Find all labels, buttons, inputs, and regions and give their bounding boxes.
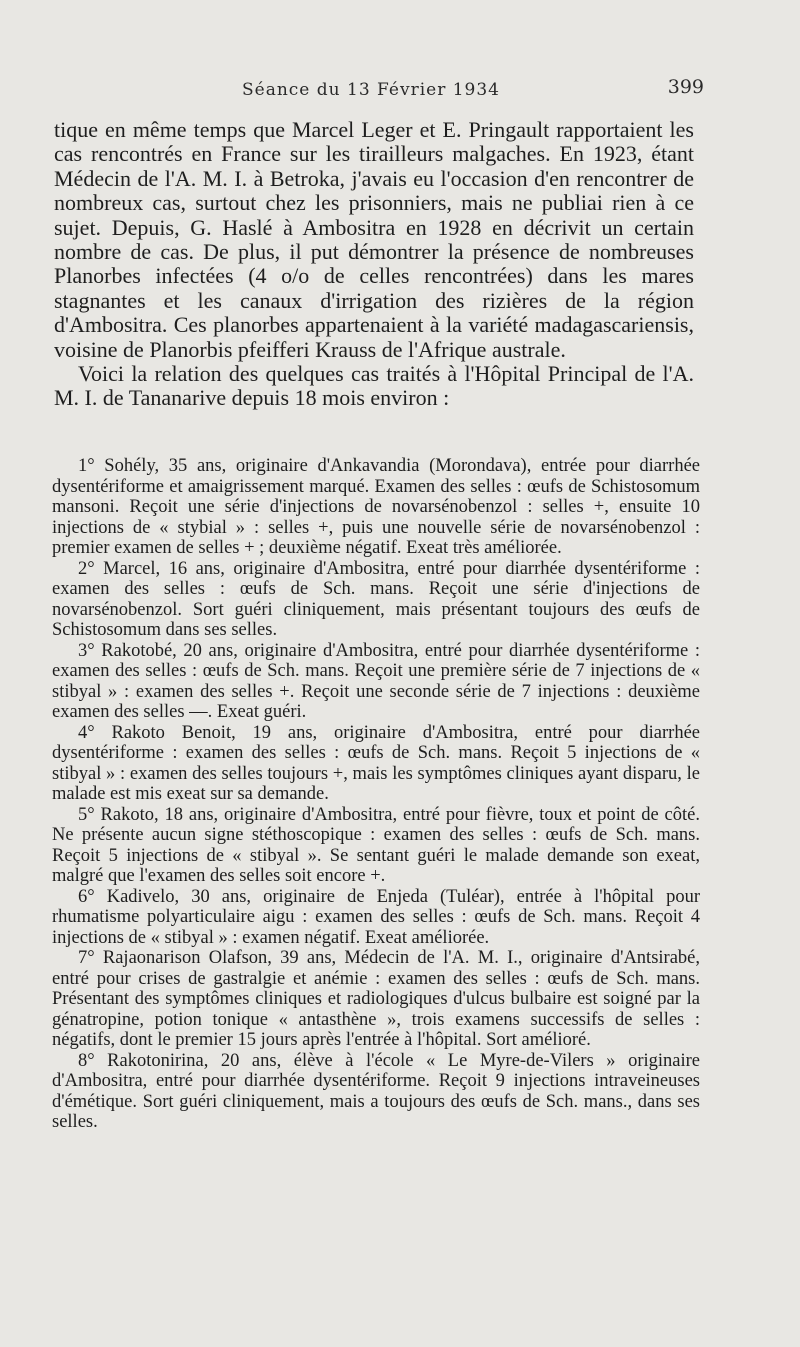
page-number: 399 xyxy=(667,76,704,98)
case-4: 4° Rakoto Benoit, 19 ans, originaire d'Ambositra, entré pour diarrhée dysentériforme : examen des selles : œufs de Sch. mans. Reçoit 5 injections de « stibyal » : examen des selles toujours +, mais les symptômes cliniques ayant disparu, le malade est mis exeat sur sa demande. xyxy=(52,722,700,804)
case-7: 7° Rajaonarison Olafson, 39 ans, Médecin de l'A. M. I., originaire d'Antsirabé, entré pour crises de gastralgie et anémie : examen des selles : œufs de Sch. mans. Présentant des symptômes cliniques et radiologiques d'ulcus bulbaire est soigné par la génatropine, potion tonique « antasthène », trois examens successifs de selles : négatifs, dont le premier 15 jours après l'entrée à l'hôpital. Sort amélioré. xyxy=(52,948,700,1050)
intro-paragraph-2: Voici la relation des quelques cas traités à l'Hôpital Principal de l'A. M. I. de Tananarive depuis 18 mois environ : xyxy=(54,361,694,411)
case-3: 3° Rakotobé, 20 ans, originaire d'Ambositra, entré pour diarrhée dysentériforme : examen des selles : œufs de Sch. mans. Reçoit une première série de 7 injections de « stibyal » : examen des selles +. Reçoit une seconde série de 7 injections : deuxième examen des selles —. Exeat guéri. xyxy=(52,640,700,722)
intro-paragraph-1: tique en même temps que Marcel Leger et E. Pringault rapportaient les cas rencontrés en France sur les tirailleurs malgaches. En 1923, étant Médecin de l'A. M. I. à Betroka, j'avais eu l'occasion d'en rencontrer de nombreux cas, surtout chez les prisonniers, mais ne publiai rien à ce sujet. Depuis, G. Haslé à Ambositra en 1928 en décrivit un certain nombre de cas. De plus, il put démontrer la présence de nombreuses Planorbes infectées (4 o/o de celles rencontrées) dans les mares stagnantes et les canaux d'irrigation des rizières de la région d'Ambositra. Ces planorbes appartenaient à la variété madagascariensis, voisine de Planorbis pfeifferi Krauss de l'Afrique australe. xyxy=(54,117,694,362)
case-1: 1° Sohély, 35 ans, originaire d'Ankavandia (Morondava), entrée pour diarrhée dysentériforme et amaigrissement marqué. Examen des selles : œufs de Schistosomum mansoni. Reçoit une série d'injections de novarsénobenzol : selles +, ensuite 10 injections de « stybial » : selles +, puis une nouvelle série de novarsénobenzol : premier examen de selles + ; deuxième négatif. Exeat très améliorée. xyxy=(52,456,700,558)
case-6: 6° Kadivelo, 30 ans, originaire de Enjeda (Tuléar), entrée à l'hôpital pour rhumatisme polyarticulaire aigu : examen des selles : œufs de Sch. mans. Reçoit 4 injections de « stibyal » : examen négatif. Exeat améliorée. xyxy=(52,886,700,948)
case-2: 2° Marcel, 16 ans, originaire d'Ambositra, entré pour diarrhée dysentériforme : examen des selles : œufs de Sch. mans. Reçoit une série d'injections de novarsénobenzol. Sort guéri cliniquement, mais présentant toujours des œufs de Schistosomum dans ses selles. xyxy=(52,558,700,640)
intro-text xyxy=(54,118,694,411)
case-list xyxy=(52,456,700,1133)
case-8: 8° Rakotonirina, 20 ans, élève à l'école « Le Myre-de-Vilers » originaire d'Ambositra, entré pour diarrhée dysentériforme. Reçoit 9 injections intraveineuses d'émétique. Sort guéri cliniquement, mais a toujours des œufs de Sch. mans., dans ses selles. xyxy=(52,1050,700,1132)
case-5: 5° Rakoto, 18 ans, originaire d'Ambositra, entré pour fièvre, toux et point de côté. Ne présente aucun signe stéthoscopique : examen des selles : œufs de Sch. mans. Reçoit 5 injections de « stibyal ». Se sentant guéri le malade demande son exeat, malgré que l'examen des selles soit encore +. xyxy=(52,804,700,886)
running-head: Séance du 13 Février 1934 xyxy=(242,80,500,100)
page-header xyxy=(60,76,704,106)
